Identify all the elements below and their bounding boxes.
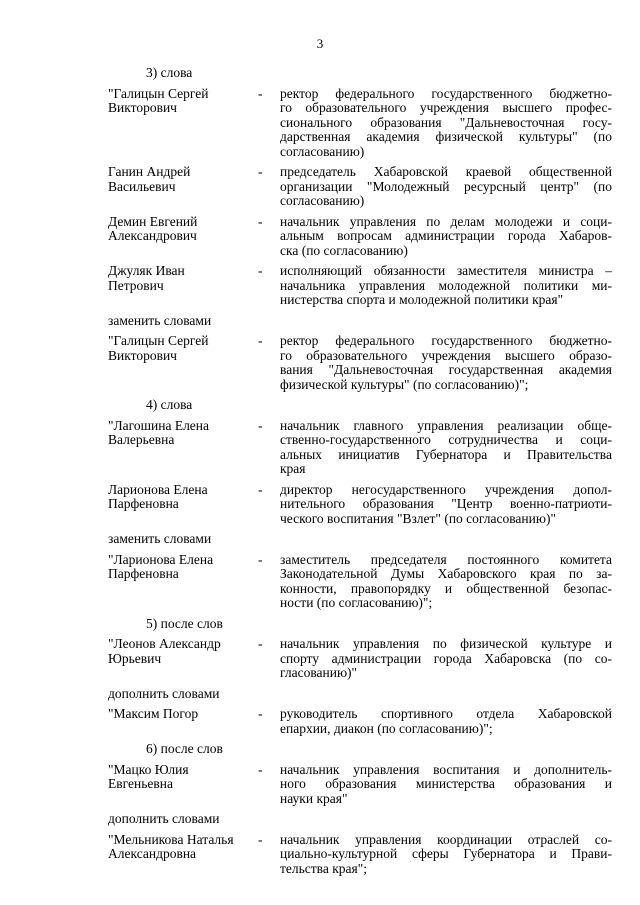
amendment-heading: 5) после слов xyxy=(146,615,223,631)
member-position-line: ческого воспитания "Взлет" (по согласованию)" xyxy=(280,510,556,526)
member-position-line: Законодательной Думы Хабаровского края по за- xyxy=(280,566,612,581)
member-position-line: ственно-государственного сотрудничества и соци- xyxy=(280,432,612,447)
member-position xyxy=(280,334,612,392)
member-name xyxy=(108,833,258,877)
member-position-line: епархии, диакон (по согласованию)"; xyxy=(280,720,493,736)
member-position-line: нистерства спорта и молодежной политики края" xyxy=(280,292,564,307)
member-entry xyxy=(108,165,612,209)
member-name-line: Парфеновна xyxy=(108,566,179,581)
entry-dash: - xyxy=(258,164,263,179)
entry-dash: - xyxy=(258,761,263,777)
member-position xyxy=(280,763,612,807)
member-position-line: руководитель спортивного отдела Хабаровской xyxy=(280,706,612,721)
member-entry xyxy=(108,87,612,160)
member-position-line: сионального образования "Дальневосточная госу- xyxy=(280,114,612,130)
member-position xyxy=(280,707,612,736)
member-name xyxy=(108,763,258,807)
amendment-instruction: заменить словами xyxy=(108,531,212,546)
member-position-line: физической культуры" (по согласованию)"; xyxy=(280,376,529,392)
amendment-instruction: дополнить словами xyxy=(108,811,220,826)
member-position xyxy=(280,833,612,877)
member-entry xyxy=(108,334,612,392)
member-position-line: нительного образования "Центр военно-патриоти- xyxy=(280,496,612,511)
member-position-line: начальник управления воспитания и дополнитель- xyxy=(280,761,612,777)
member-name xyxy=(108,87,258,160)
member-name-line: "Максим Погор xyxy=(108,706,199,721)
member-position-line: края xyxy=(280,461,306,476)
member-entry xyxy=(108,264,612,308)
member-name-line: Викторович xyxy=(108,347,177,363)
amendment-instruction: заменить словами xyxy=(108,312,212,328)
member-position-line: начальник управления по делам молодежи и соци- xyxy=(280,213,612,229)
member-name xyxy=(108,215,258,259)
member-position-line: начальник управления координации отраслей со- xyxy=(280,831,612,847)
member-name-line: Евгеньевна xyxy=(108,776,173,791)
amendment-heading: 4) слова xyxy=(146,397,193,412)
entry-dash: - xyxy=(258,263,263,278)
member-entry xyxy=(108,419,612,477)
member-position-line: согласованию) xyxy=(280,193,365,208)
member-name xyxy=(108,637,258,681)
member-name-line: Юрьевич xyxy=(108,650,162,666)
member-entry xyxy=(108,215,612,259)
member-position xyxy=(280,87,612,160)
member-name-line: Ганин Андрей xyxy=(108,164,191,179)
member-name xyxy=(108,707,258,736)
member-name-line: "Мацко Юлия xyxy=(108,761,189,777)
member-position-line: начальник главного управления реализации обще- xyxy=(280,417,612,433)
member-position-line: начальник управления по физической культуре и xyxy=(280,636,612,651)
member-name-line: "Лагошина Елена xyxy=(108,417,210,433)
member-position-line: ности (по согласованию)"; xyxy=(280,595,433,610)
member-name-line: Ларионова Елена xyxy=(108,481,208,497)
entry-dash: - xyxy=(258,706,263,721)
amendment-heading: 3) слова xyxy=(146,65,193,80)
member-name-line: Парфеновна xyxy=(108,496,179,511)
member-name-line: Викторович xyxy=(108,100,177,115)
member-name-line: "Галицын Сергей xyxy=(108,85,209,101)
member-position-line: науки края" xyxy=(280,790,348,806)
member-entry xyxy=(108,637,612,681)
member-name-line: "Галицын Сергей xyxy=(108,333,209,348)
amendment-instruction: дополнить словами xyxy=(108,685,220,701)
member-position-line: начальника управления молодежной политики ми- xyxy=(280,277,612,293)
entry-dash: - xyxy=(258,551,263,567)
member-name-line: Васильевич xyxy=(108,178,176,194)
entry-dash: - xyxy=(258,636,263,651)
entry-dash: - xyxy=(258,481,263,497)
member-position-line: исполняющий обязанности заместителя министра – xyxy=(280,263,612,278)
member-position xyxy=(280,264,612,308)
member-position-line: заместитель председателя постоянного комитета xyxy=(280,551,612,567)
member-name-line: "Мельникова Наталья xyxy=(108,831,234,847)
member-entry xyxy=(108,483,612,527)
member-position-line: вания "Дальневосточная государственная академия xyxy=(280,362,612,377)
member-position-line: ректор федерального государственного бюджетно- xyxy=(280,333,612,348)
member-position-line: ного образования министерства образования и xyxy=(280,776,612,791)
member-position-line: директор негосударственного учреждения допол- xyxy=(280,481,612,497)
member-entry xyxy=(108,763,612,807)
member-name xyxy=(108,165,258,209)
amendment-heading: 6) после слов xyxy=(146,741,223,756)
member-position xyxy=(280,483,612,527)
member-name xyxy=(108,264,258,308)
member-position-line: дарственная академия физической культуры" (по xyxy=(280,129,612,144)
document-body xyxy=(108,66,612,882)
member-name-line: "Леонов Александр xyxy=(108,636,221,651)
member-position xyxy=(280,419,612,477)
member-position xyxy=(280,165,612,209)
entry-dash: - xyxy=(258,85,263,101)
page-number: 3 xyxy=(316,36,324,51)
member-name xyxy=(108,483,258,527)
member-name-line: Джуляк Иван xyxy=(108,263,185,278)
member-position-line: спорту администрации города Хабаровска (по со- xyxy=(280,650,612,666)
member-position-line: организации "Молодежный ресурсный центр" (по xyxy=(280,178,612,194)
entry-dash: - xyxy=(258,417,263,433)
member-name xyxy=(108,334,258,392)
member-position-line: гласованию)" xyxy=(280,665,358,680)
member-name-line: Валерьевна xyxy=(108,432,175,447)
member-position-line: ректор федерального государственного бюджетно- xyxy=(280,85,612,101)
member-position-line: го образовательного учреждения высшего профес- xyxy=(280,100,612,115)
member-entry xyxy=(108,833,612,877)
member-name-line: "Ларионова Елена xyxy=(108,551,214,567)
member-position-line: альных инициатив Губернатора и Правительства xyxy=(280,446,612,462)
member-position-line: циально-культурной сферы Губернатора и Прави- xyxy=(280,846,612,861)
member-position xyxy=(280,215,612,259)
member-name-line: Александровна xyxy=(108,846,197,861)
member-name xyxy=(108,553,258,611)
entry-dash: - xyxy=(258,831,263,847)
member-position-line: председатель Хабаровской краевой общественной xyxy=(280,164,612,179)
member-position xyxy=(280,637,612,681)
member-position-line: ска (по согласованию) xyxy=(280,242,408,258)
member-position-line: альным вопросам администрации города Хабаров- xyxy=(280,228,612,243)
member-position xyxy=(280,553,612,611)
member-position-line: тельства края"; xyxy=(280,860,368,876)
member-name-line: Петрович xyxy=(108,277,164,293)
entry-dash: - xyxy=(258,333,263,348)
member-position-line: конности, правопорядку и общественной безопас- xyxy=(280,580,612,596)
member-name xyxy=(108,419,258,477)
member-entry xyxy=(108,553,612,611)
member-position-line: согласованию) xyxy=(280,143,365,159)
member-entry xyxy=(108,707,612,736)
entry-dash: - xyxy=(258,213,263,229)
member-position-line: го образовательного учреждения высшего образо- xyxy=(280,347,612,363)
member-name-line: Александрович xyxy=(108,228,197,243)
member-name-line: Демин Евгений xyxy=(108,213,198,229)
